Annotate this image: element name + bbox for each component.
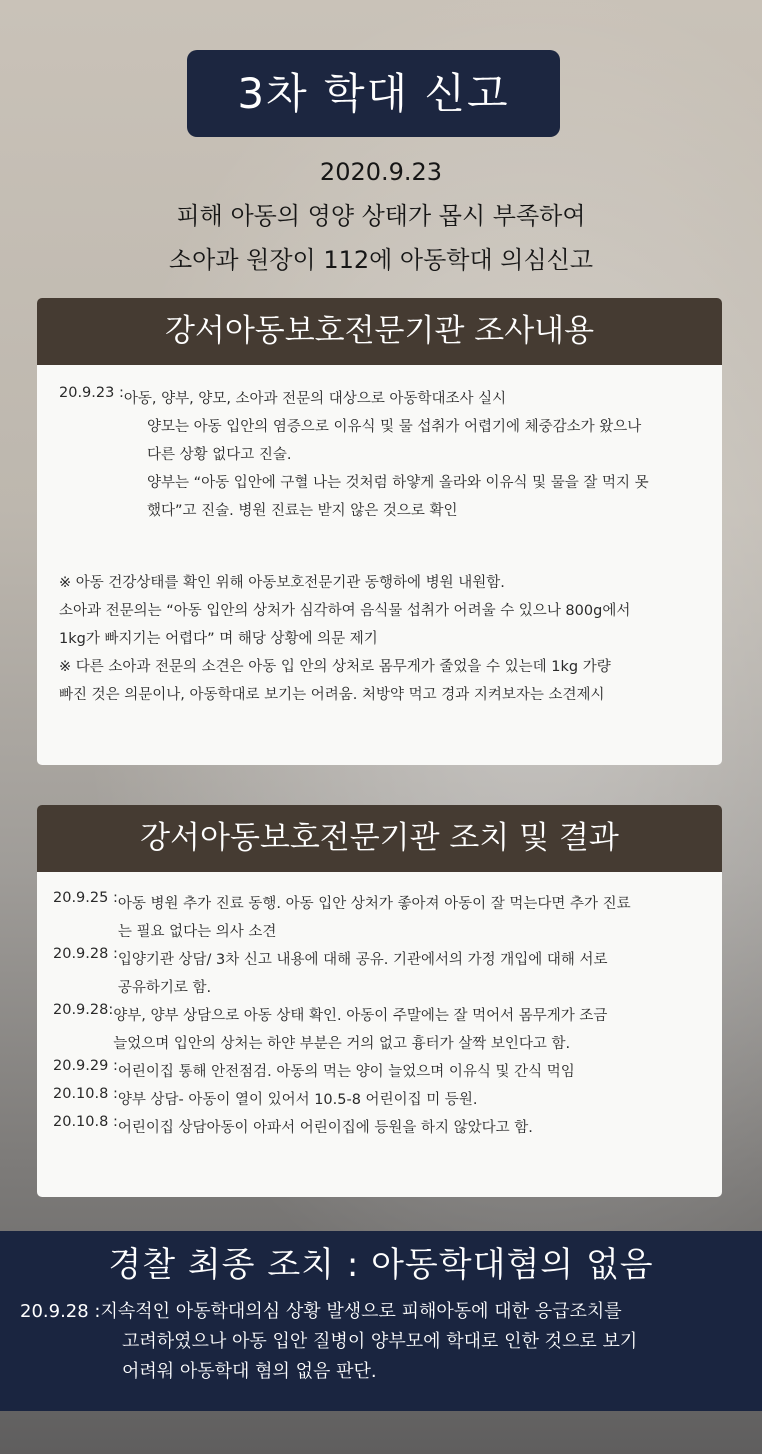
final-heading: 경찰 최종 조치 : 아동학대혐의 없음 xyxy=(108,1245,654,1285)
final-line: 고려하였으나 아동 입안 질병이 양부모에 학대로 인한 것으로 보기 xyxy=(122,1331,638,1352)
action-entry xyxy=(53,946,700,1002)
actions-heading: 강서아동보호전문기관 조치 및 결과 xyxy=(37,805,722,872)
entry-line: 했다”고 진술. 병원 진료는 받지 않은 것으로 확인 xyxy=(147,503,458,519)
intro-line-1: 피해 아동의 영양 상태가 몹시 부족하여 xyxy=(176,202,586,230)
action-entry xyxy=(53,1058,700,1086)
entry-line: 입양기관 상담/ 3차 신고 내용에 대해 공유. 기관에서의 가정 개입에 대해 서로 xyxy=(117,952,608,968)
entry-date: 20.9.25 : xyxy=(53,890,118,906)
note-line: 1kg가 빠지기는 어렵다” 며 해당 상황에 의문 제기 xyxy=(59,631,378,647)
final-date: 20.9.28 : xyxy=(20,1301,101,1322)
entry-line: 양부, 양부 상담으로 아동 상태 확인. 아동이 주말에는 잘 먹어서 몸무게가 조금 xyxy=(113,1008,608,1024)
final-entry xyxy=(20,1297,762,1327)
investigation-section xyxy=(37,298,722,765)
action-entry xyxy=(53,890,700,946)
entry-line: 늘었으며 입안의 상처는 하얀 부분은 거의 없고 흉터가 살짝 보인다고 함. xyxy=(113,1036,571,1052)
actions-body xyxy=(37,872,722,1197)
entry-date: 20.9.29 : xyxy=(53,1058,118,1074)
entry-line: 다른 상황 없다고 진술. xyxy=(147,447,292,463)
page-title: 3차 학대 신고 xyxy=(187,50,560,137)
entry-line: 양모는 아동 입안의 염증으로 이유식 및 물 섭취가 어렵기에 체중감소가 왔으나 xyxy=(147,419,642,435)
entry-line: 양부는 “아동 입안에 구혈 나는 것처럼 하얗게 올라와 이유식 및 물을 잘 먹지 못 xyxy=(147,475,649,491)
entry-date: 20.9.28: xyxy=(53,1002,114,1018)
entry-date: 20.9.23 : xyxy=(59,385,124,401)
entry-line: 공유하기로 함. xyxy=(117,980,212,996)
entry-line: 어린이집 상담아동이 아파서 어린이집에 등원을 하지 않았다고 함. xyxy=(117,1120,533,1136)
final-banner xyxy=(0,1231,762,1411)
intro-block xyxy=(0,150,762,282)
entry-line: 아동 병원 추가 진료 동행. 아동 입안 상처가 좋아져 아동이 잘 먹는다면 추가 진료 xyxy=(117,896,631,912)
entry-line: 양부 상담- 아동이 열이 있어서 10.5-8 어린이집 미 등원. xyxy=(117,1092,478,1108)
investigation-body xyxy=(37,365,722,765)
final-line: 어려워 아동학대 혐의 없음 판단. xyxy=(122,1361,377,1382)
note-line: 소아과 전문의는 “아동 입안의 상처가 심각하여 음식물 섭취가 어려울 수 있으나 800g에서 xyxy=(59,603,631,619)
note-line: ※ 다른 소아과 전문의 소견은 아동 입 안의 상처로 몸무게가 줄었을 수 있는데 1kg 가량 xyxy=(59,659,611,675)
final-line: 지속적인 아동학대의심 상황 발생으로 피해아동에 대한 응급조치를 xyxy=(100,1301,622,1322)
action-entry xyxy=(53,1002,700,1058)
intro-line-2: 소아과 원장이 112에 아동학대 의심신고 xyxy=(168,246,594,274)
note-line: ※ 아동 건강상태를 확인 위해 아동보호전문기관 동행하에 병원 내원함. xyxy=(59,575,505,591)
action-entry xyxy=(53,1114,700,1142)
actions-section xyxy=(37,805,722,1197)
note-line: 빠진 것은 의문이나, 아동학대로 보기는 어려움. 처방약 먹고 경과 지켜보자는 소견제시 xyxy=(59,687,605,703)
investigation-heading: 강서아동보호전문기관 조사내용 xyxy=(37,298,722,365)
action-entry xyxy=(53,1086,700,1114)
entry-line: 어린이집 통해 안전점검. 아동의 먹는 양이 늘었으며 이유식 및 간식 먹임 xyxy=(117,1064,575,1080)
entry-date: 20.9.28 : xyxy=(53,946,118,962)
intro-date: 2020.9.23 xyxy=(319,158,443,186)
entry-date: 20.10.8 : xyxy=(53,1086,118,1102)
entry-line: 아동, 양부, 양모, 소아과 전문의 대상으로 아동학대조사 실시 xyxy=(123,391,507,407)
investigation-entry xyxy=(59,385,700,413)
entry-date: 20.10.8 : xyxy=(53,1114,118,1130)
final-body xyxy=(0,1297,762,1387)
entry-line: 는 필요 없다는 의사 소견 xyxy=(117,924,277,940)
